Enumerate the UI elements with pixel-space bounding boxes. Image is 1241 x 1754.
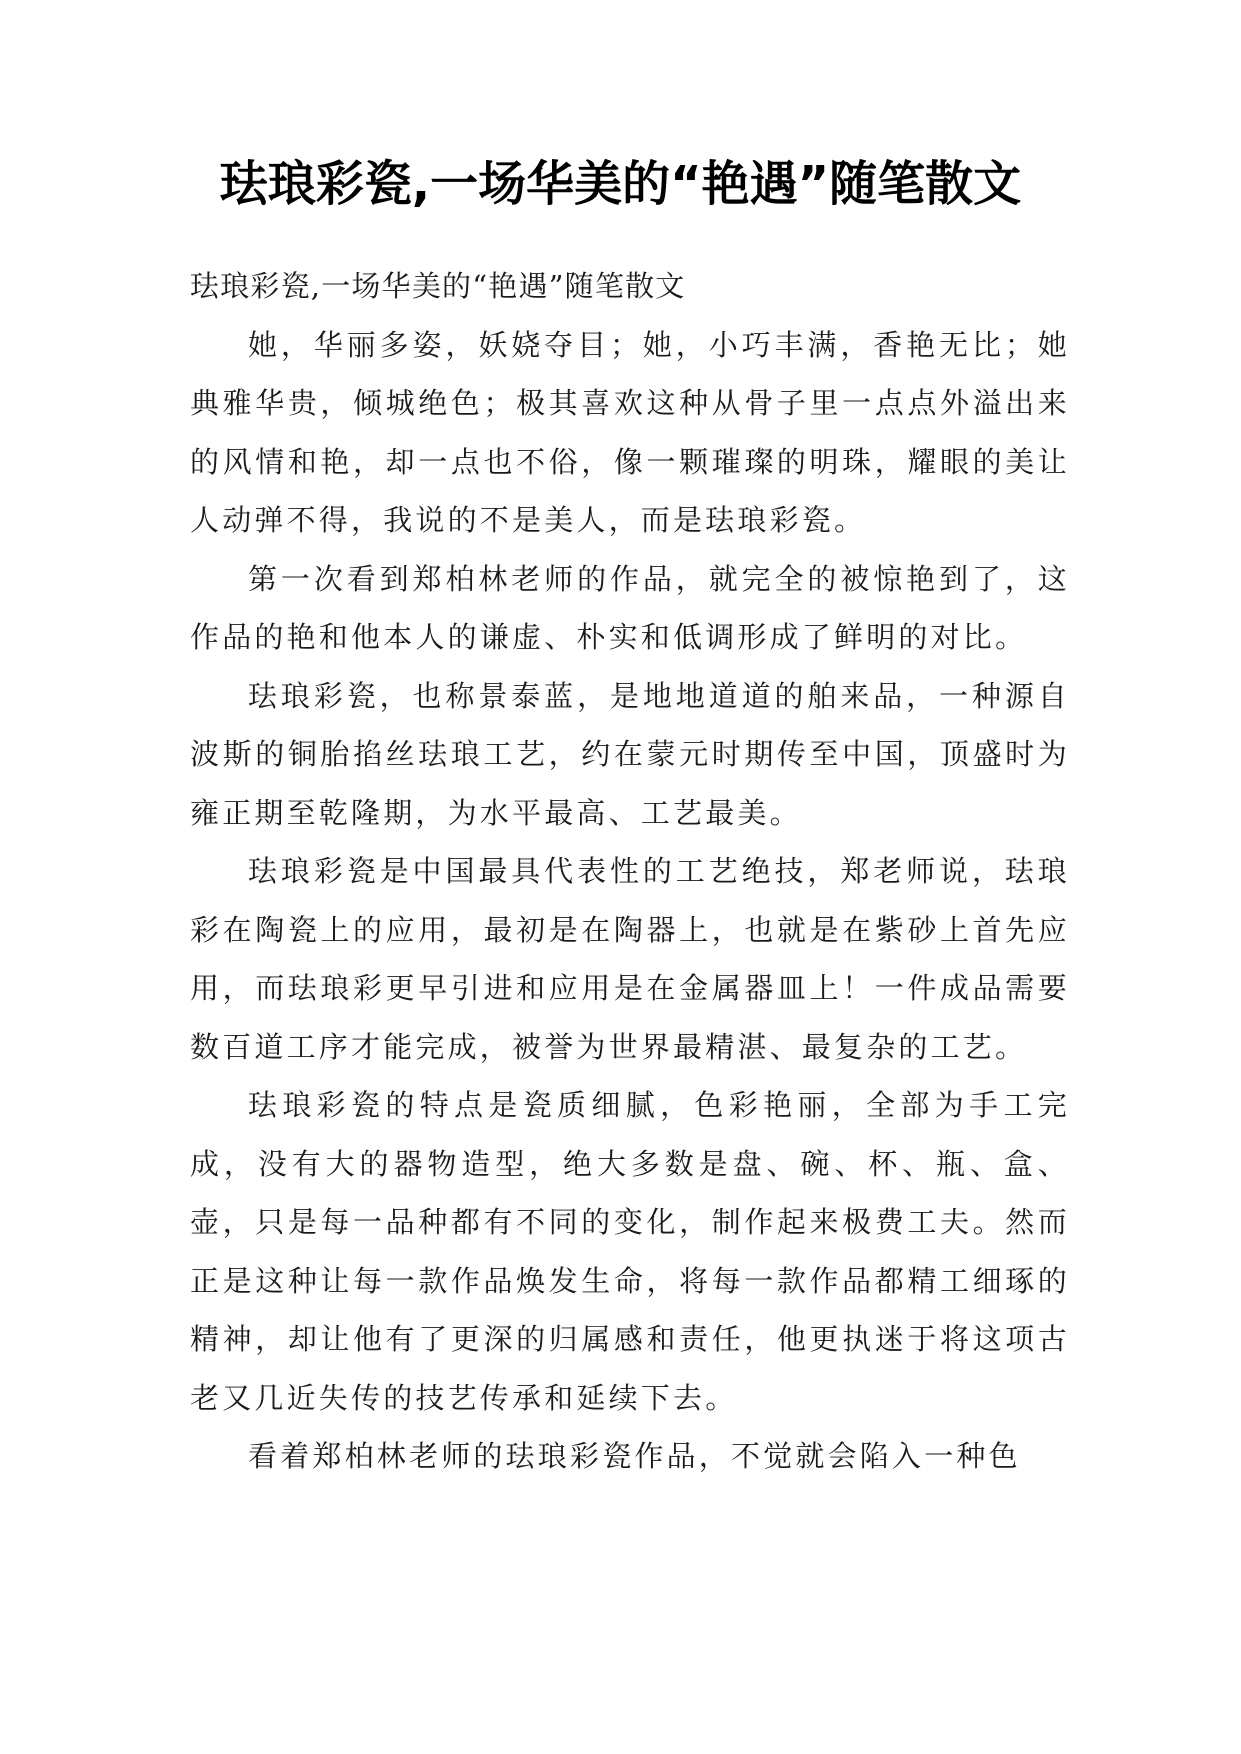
paragraph-5: 珐琅彩瓷的特点是瓷质细腻，色彩艳丽，全部为手工完成，没有大的器物造型，绝大多数是盘、碗、杯、瓶、盒、壶，只是每一品种都有不同的变化，制作起来极费工夫。然而正是这种让每一款作品焕发生命，将每一款作品都精工细琢的精神，却让他有了更深的归属感和责任，他更执迷于将这项古老又几近失传的技艺传承和延续下去。 — [190, 1088, 1070, 1415]
paragraph-2: 第一次看到郑柏林老师的作品，就完全的被惊艳到了，这作品的艳和他本人的谦虚、朴实和低调形成了鲜明的对比。 — [190, 561, 1070, 654]
document-title: 珐琅彩瓷,一场华美的“艳遇”随笔散文 — [219, 156, 1022, 212]
paragraph-4: 珐琅彩瓷是中国最具代表性的工艺绝技，郑老师说，珐琅彩在陶瓷上的应用，最初是在陶器上，也就是在紫砂上首先应用，而珐琅彩更早引进和应用是在金属器皿上！一件成品需要数百道工序才能完成，被誉为世界最精湛、最复杂的工艺。 — [190, 854, 1070, 1064]
document-subtitle: 珐琅彩瓷,一场华美的“艳遇”随笔散文 — [190, 269, 686, 303]
paragraph-3: 珐琅彩瓷，也称景泰蓝，是地地道道的舶来品，一种源自波斯的铜胎掐丝珐琅工艺，约在蒙元时期传至中国，顶盛时为雍正期至乾隆期，为水平最高、工艺最美。 — [190, 678, 1070, 830]
document-body — [190, 257, 1070, 1486]
paragraph-1: 她，华丽多姿，妖娆夺目；她，小巧丰满，香艳无比；她典雅华贵，倾城绝色；极其喜欢这种从骨子里一点点外溢出来的风情和艳，却一点也不俗，像一颗璀璨的明珠，耀眼的美让人动弹不得，我说的不是美人，而是珐琅彩瓷。 — [190, 327, 1070, 537]
paragraph-6: 看着郑柏林老师的珐琅彩瓷作品，不觉就会陷入一种色 — [248, 1439, 1021, 1473]
